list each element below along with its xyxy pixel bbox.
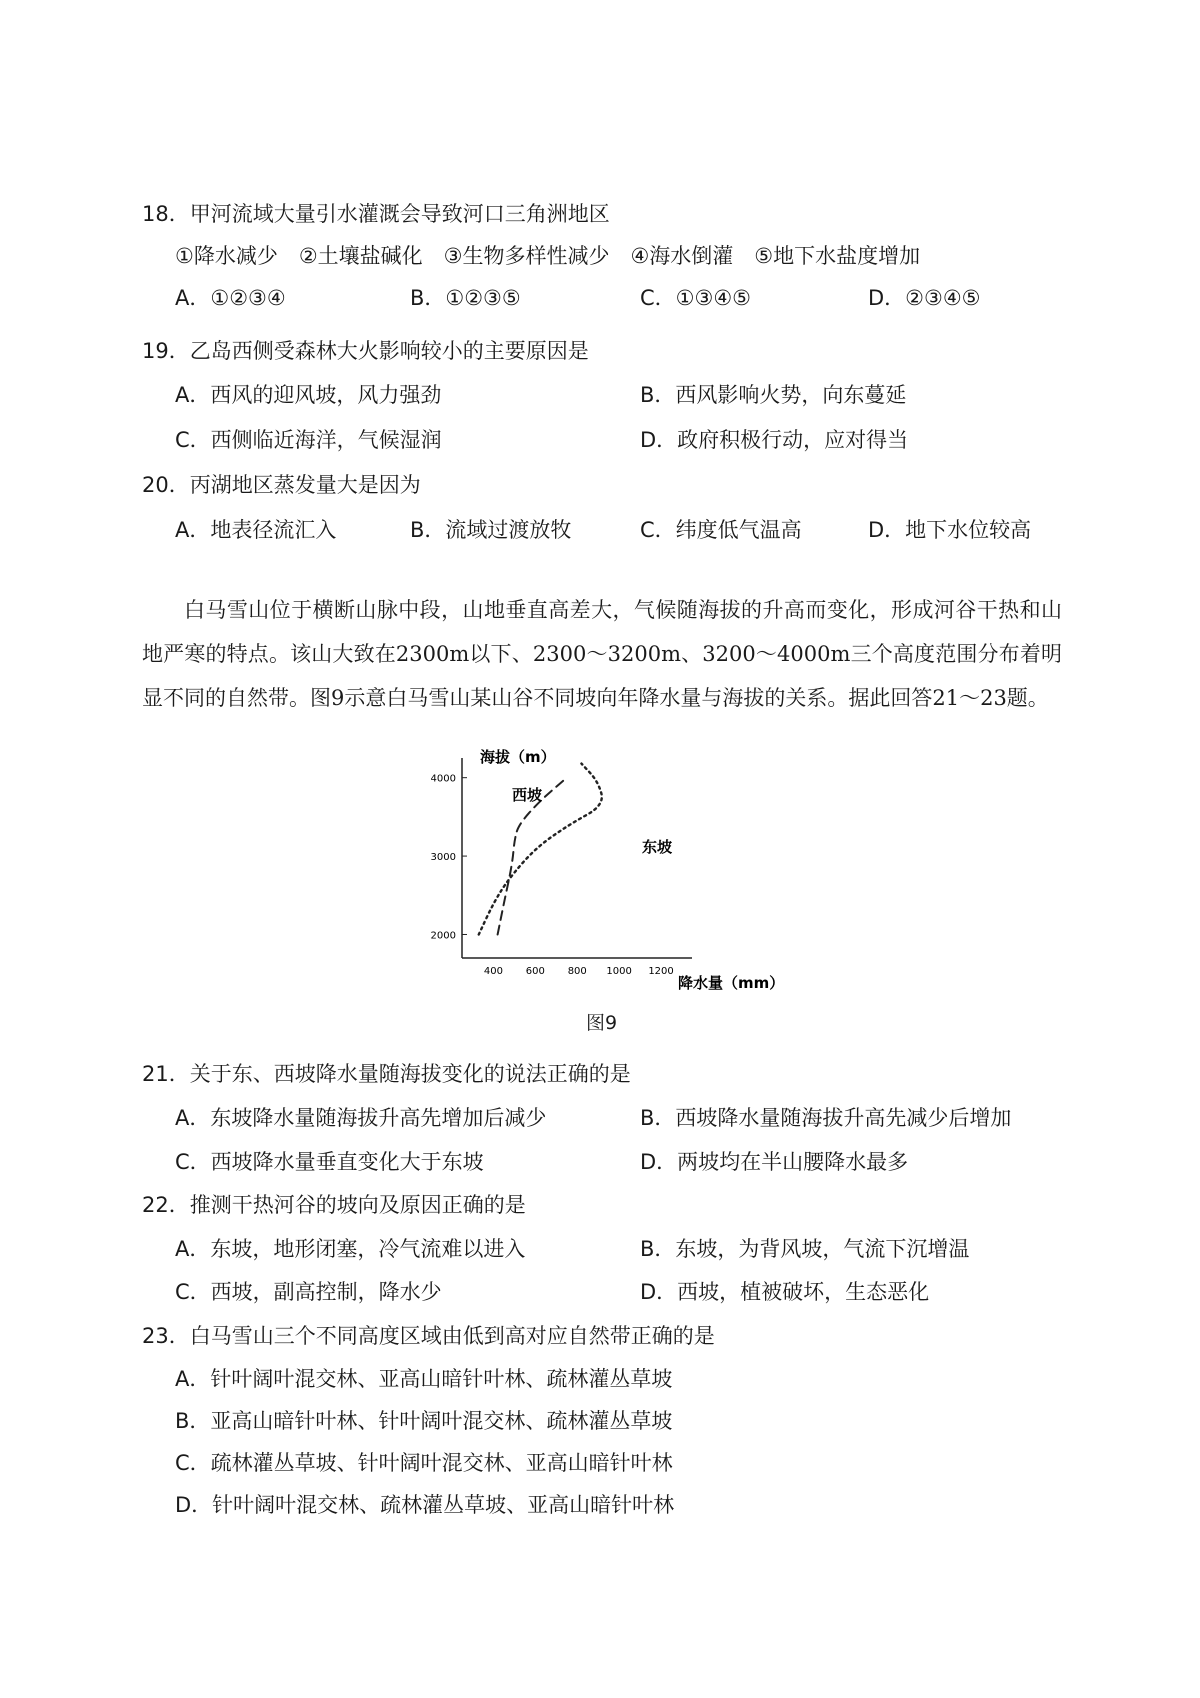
question-23-stem: 23．白马雪山三个不同高度区域由低到高对应自然带正确的是 xyxy=(142,1324,715,1348)
question-19-option-c: C．西侧临近海洋，气候湿润 xyxy=(175,428,442,452)
question-18-option-a: A．①②③④ xyxy=(175,286,286,310)
question-19-option-a: A．西风的迎风坡，风力强劲 xyxy=(175,383,442,407)
y-tick-label: 2000 xyxy=(430,930,456,942)
question-18-stem: 18．甲河流域大量引水灌溉会导致河口三角洲地区 xyxy=(142,202,610,226)
question-19-option-d: D．政府积极行动，应对得当 xyxy=(640,428,909,452)
question-23-option-b: B．亚高山暗针叶林、针叶阔叶混交林、疏林灌丛草坡 xyxy=(175,1409,673,1433)
question-23-option-a: A．针叶阔叶混交林、亚高山暗针叶林、疏林灌丛草坡 xyxy=(175,1367,673,1391)
question-21-option-c: C．西坡降水量垂直变化大于东坡 xyxy=(175,1150,484,1174)
series-label-west-slope: 西坡 xyxy=(512,786,543,804)
question-21-option-a: A．东坡降水量随海拔升高先增加后减少 xyxy=(175,1106,547,1130)
question-23-option-d: D．针叶阔叶混交林、疏林灌丛草坡、亚高山暗针叶林 xyxy=(175,1493,675,1517)
question-20-stem: 20．丙湖地区蒸发量大是因为 xyxy=(142,473,421,497)
figure-9-chart xyxy=(420,748,820,1008)
x-tick-label: 1000 xyxy=(606,966,632,977)
chart-axes xyxy=(462,758,692,958)
question-20-option-b: B．流域过渡放牧 xyxy=(410,518,572,542)
question-20-option-c: C．纬度低气温高 xyxy=(640,518,802,542)
question-22-option-a: A．东坡，地形闭塞，冷气流难以进入 xyxy=(175,1237,526,1261)
question-21-stem: 21．关于东、西坡降水量随海拔变化的说法正确的是 xyxy=(142,1062,631,1086)
question-19-option-b: B．西风影响火势，向东蔓延 xyxy=(640,383,907,407)
question-22-option-d: D．西坡，植被破坏，生态恶化 xyxy=(640,1280,930,1304)
y-axis-label: 海拔（m） xyxy=(480,748,556,766)
question-20-option-d: D．地下水位较高 xyxy=(868,518,1032,542)
question-19-stem: 19．乙岛西侧受森林大火影响较小的主要原因是 xyxy=(142,339,589,363)
chart-ticks xyxy=(431,774,674,977)
question-21-option-b: B．西坡降水量随海拔升高先减少后增加 xyxy=(640,1106,1012,1130)
passage-text: 白马雪山位于横断山脉中段，山地垂直高差大，气候随海拔的升高而变化，形成河谷干热和山地严寒的特点。该山大致在2300m以下、2300～3200m、3200～4000m三个高度范围分布着明显不同的自然带。图9示意白马雪山某山谷不同坡向年降水量与海拔的关系。据此回答21～23题。 xyxy=(142,598,1062,710)
question-18-items: ①降水减少 ②土壤盐碱化 ③生物多样性减少 ④海水倒灌 ⑤地下水盐度增加 xyxy=(175,244,921,268)
x-axis-label: 降水量（mm） xyxy=(678,974,785,992)
y-tick-label: 4000 xyxy=(430,773,456,785)
question-21-option-d: D．两坡均在半山腰降水最多 xyxy=(640,1150,909,1174)
x-tick-label: 1200 xyxy=(648,966,674,977)
figure-9-caption: 图9 xyxy=(586,1012,618,1034)
question-23-option-c: C．疏林灌丛草坡、针叶阔叶混交林、亚高山暗针叶林 xyxy=(175,1451,673,1475)
question-22-option-c: C．西坡，副高控制，降水少 xyxy=(175,1280,442,1304)
question-18-option-b: B．①②③⑤ xyxy=(410,286,521,310)
question-22-stem: 22．推测干热河谷的坡向及原因正确的是 xyxy=(142,1193,526,1217)
question-18-option-c: C．①③④⑤ xyxy=(640,286,751,310)
x-tick-label: 800 xyxy=(567,966,587,977)
question-22-option-b: B．东坡，为背风坡，气流下沉增温 xyxy=(640,1237,970,1261)
x-tick-label: 400 xyxy=(483,966,503,977)
question-18-option-d: D．②③④⑤ xyxy=(868,286,981,310)
question-20-option-a: A．地表径流汇入 xyxy=(175,518,337,542)
y-tick-label: 3000 xyxy=(430,852,456,864)
series-label-east-slope: 东坡 xyxy=(642,838,673,856)
x-tick-label: 600 xyxy=(525,966,545,977)
